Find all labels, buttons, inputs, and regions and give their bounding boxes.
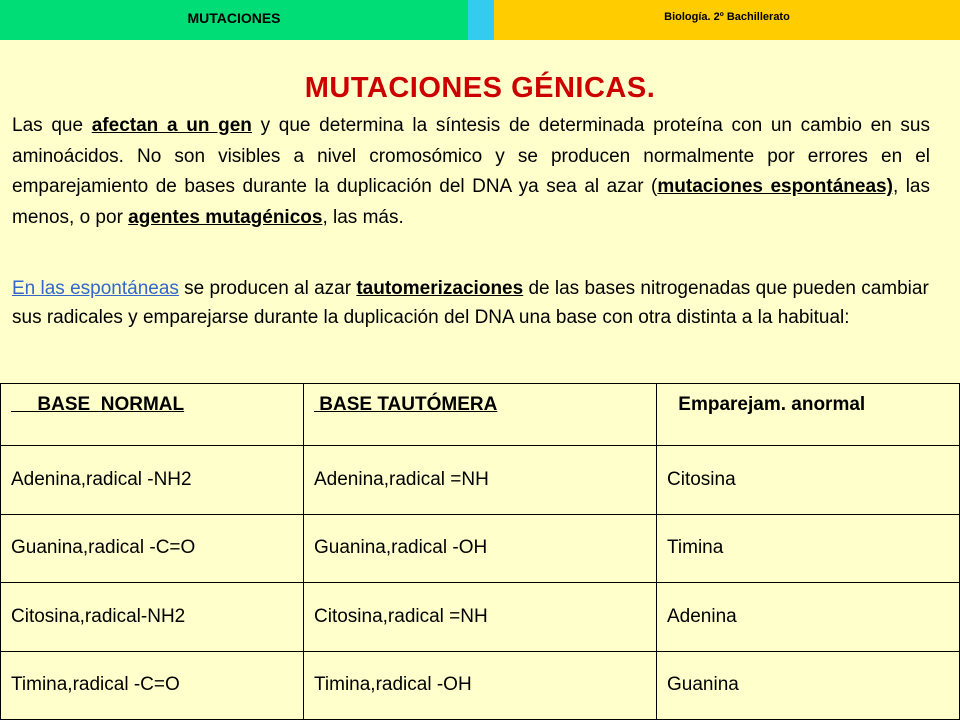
table-cell: Citosina,radical =NH xyxy=(304,583,657,651)
table-cell: Timina,radical -OH xyxy=(304,651,657,719)
table-header-row xyxy=(1,384,960,446)
page-title: MUTACIONES GÉNICAS. xyxy=(304,72,656,104)
header-abnormal-pairing-label: Emparejam. anormal xyxy=(673,394,866,415)
spontaneous-paragraph xyxy=(12,274,932,332)
table-row xyxy=(1,446,960,514)
table-cell: Adenina xyxy=(657,583,960,651)
intro-text-4: , las más. xyxy=(322,206,404,228)
spontaneous-text-2: de las bases nitrogenadas que pueden cambiar sus radicales y emparejarse durante la duplicación del DNA una base con otra distinta a la habitual: xyxy=(12,278,929,328)
table-cell: Guanina,radical -C=O xyxy=(1,514,304,582)
table-cell: Citosina,radical-NH2 xyxy=(1,583,304,651)
intro-underline-spontaneous: mutaciones espontáneas) xyxy=(657,176,893,197)
header-abnormal-pairing xyxy=(657,384,960,446)
table-row xyxy=(1,583,960,651)
spontaneous-link[interactable]: En las espontáneas xyxy=(12,278,179,299)
intro-text-3: , las menos, o por xyxy=(12,176,930,228)
spontaneous-text-1: se producen al azar xyxy=(178,278,357,299)
table-row xyxy=(1,514,960,582)
table-cell: Timina xyxy=(657,514,960,582)
intro-underline-gene: afectan a un gen xyxy=(91,115,252,136)
table-cell: Adenina,radical -NH2 xyxy=(1,446,304,514)
header-base-tautomer xyxy=(304,384,657,446)
header-course-label: Biología. 2º Bachillerato xyxy=(664,11,790,23)
table-row xyxy=(1,651,960,719)
table-cell: Timina,radical -C=O xyxy=(1,651,304,719)
header-bar xyxy=(0,0,960,40)
intro-underline-mutagenic: agentes mutagénicos xyxy=(128,206,323,228)
intro-text-2: y que determina la síntesis de determinada proteína con un cambio en sus aminoácidos. No son visibles a nivel cromosómico y se producen normalmente por errores en el emparejamiento de bases durante la duplicación del DNA ya sea al azar ( xyxy=(12,115,930,197)
header-base-normal-label: BASE NORMAL xyxy=(11,394,185,415)
intro-text-1: Las que xyxy=(12,115,92,136)
table-cell: Citosina xyxy=(657,446,960,514)
header-blue-block xyxy=(468,0,494,40)
intro-paragraph xyxy=(12,111,930,233)
table-cell: Guanina,radical -OH xyxy=(304,514,657,582)
table-cell: Guanina xyxy=(657,651,960,719)
header-base-normal xyxy=(1,384,304,446)
tautomer-table xyxy=(0,383,960,720)
header-base-tautomer-label: BASE TAUTÓMERA xyxy=(314,394,498,415)
table-cell: Adenina,radical =NH xyxy=(304,446,657,514)
spontaneous-underline-tautomer: tautomerizaciones xyxy=(356,278,524,299)
header-section-title: MUTACIONES xyxy=(187,10,281,26)
